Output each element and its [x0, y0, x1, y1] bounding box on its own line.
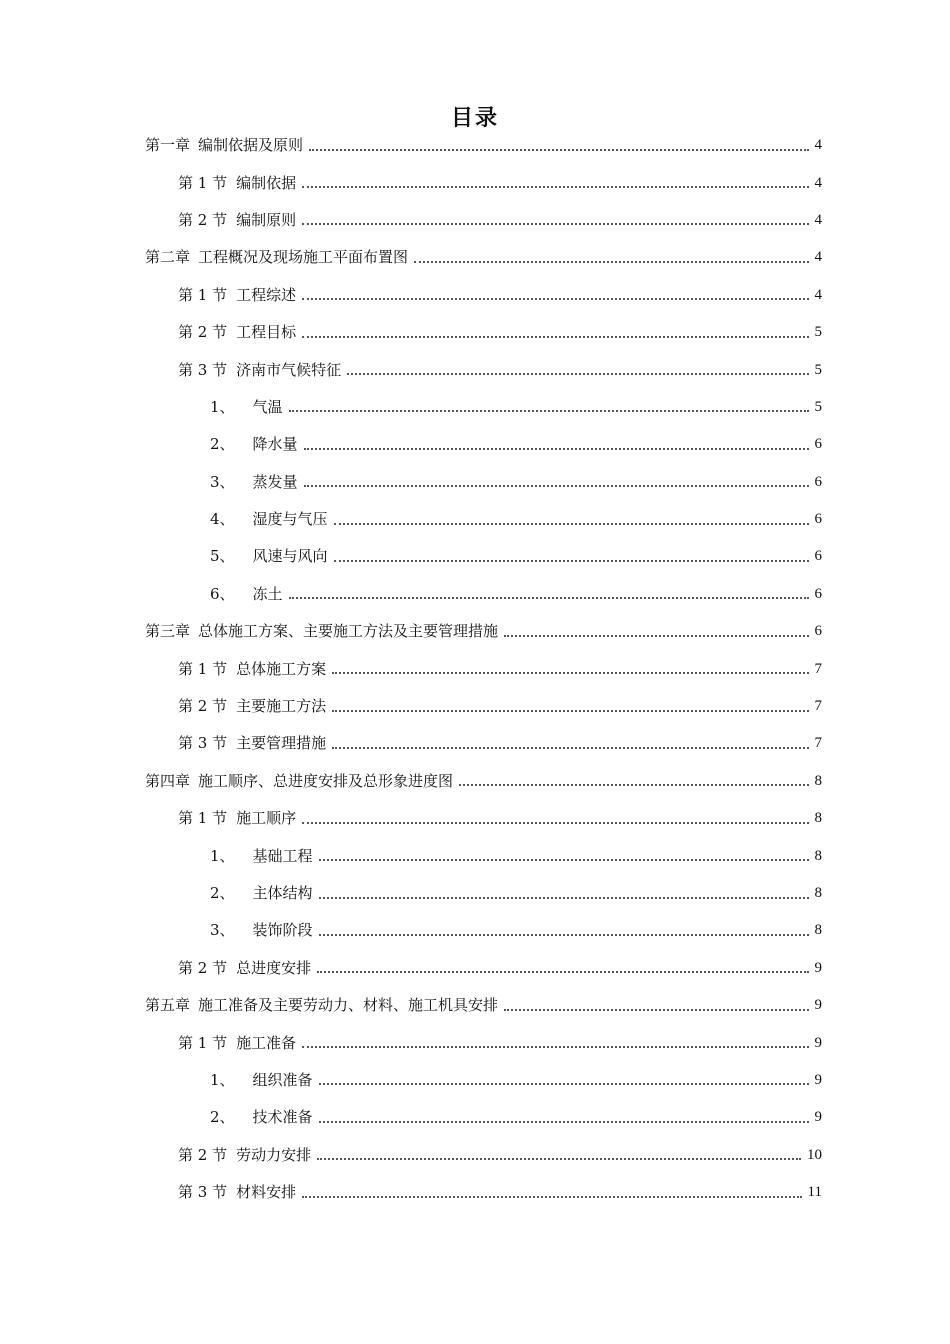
dot-leader	[317, 971, 808, 973]
dot-leader	[289, 597, 809, 599]
toc-section-entry[interactable]	[0, 800, 950, 837]
toc-entry-title: 风速与风向	[252, 547, 328, 566]
toc-page-number: 6	[814, 511, 822, 528]
toc-entry-number: 第 1 节	[178, 809, 228, 828]
toc-entry-number: 3、	[210, 472, 235, 491]
toc-subsection-entry[interactable]	[0, 389, 950, 426]
toc-entry-title: 总体施工方案、主要施工方法及主要管理措施	[198, 622, 499, 641]
toc-entry-number: 5、	[210, 547, 235, 566]
toc-entry-number: 第四章	[145, 771, 191, 790]
toc-subsection-entry[interactable]	[0, 576, 950, 613]
toc-page-number: 8	[814, 772, 822, 789]
toc-subsection-entry[interactable]	[0, 837, 950, 874]
dot-leader	[334, 560, 809, 562]
toc-section-entry[interactable]	[0, 1137, 950, 1174]
toc-entry-number: 第 2 节	[178, 1145, 228, 1164]
toc-section-entry[interactable]	[0, 650, 950, 687]
toc-page-number: 4	[814, 174, 822, 191]
toc-entry-number: 2、	[210, 1108, 235, 1127]
dot-leader	[332, 672, 808, 674]
toc-entry-title: 工程综述	[236, 285, 297, 304]
toc-chapter-entry[interactable]	[0, 613, 950, 650]
toc-entry-number: 第 3 节	[178, 1183, 228, 1202]
toc-page-number: 5	[814, 398, 822, 415]
toc-page-number: 6	[814, 473, 822, 490]
toc-entry-title: 工程目标	[236, 323, 297, 342]
toc-section-entry[interactable]	[0, 351, 950, 388]
toc-chapter-entry[interactable]	[0, 763, 950, 800]
toc-entry-title: 气温	[252, 397, 283, 416]
dot-leader	[304, 448, 809, 450]
toc-entry-title: 编制依据及原则	[198, 136, 304, 155]
table-of-contents	[0, 127, 950, 1211]
toc-page-number: 8	[814, 810, 822, 827]
dot-leader	[504, 1009, 808, 1011]
toc-entry-title: 总体施工方案	[236, 659, 327, 678]
toc-entry-number: 6、	[210, 584, 235, 603]
toc-entry-number: 第二章	[145, 248, 191, 267]
toc-entry-title: 工程概况及现场施工平面布置图	[198, 248, 409, 267]
toc-page-number: 4	[814, 286, 822, 303]
toc-page-number: 9	[814, 997, 822, 1014]
dot-leader	[302, 822, 808, 824]
toc-entry-number: 第五章	[145, 996, 191, 1015]
toc-entry-title: 劳动力安排	[236, 1145, 312, 1164]
toc-subsection-entry[interactable]	[0, 426, 950, 463]
dot-leader	[317, 1158, 801, 1160]
toc-entry-number: 1、	[210, 397, 235, 416]
toc-entry-title: 装饰阶段	[252, 921, 313, 940]
dot-leader	[309, 149, 808, 151]
dot-leader	[319, 1083, 809, 1085]
toc-entry-title: 主要管理措施	[236, 734, 327, 753]
toc-subsection-entry[interactable]	[0, 538, 950, 575]
toc-entry-number: 1、	[210, 846, 235, 865]
toc-entry-title: 冻土	[252, 584, 283, 603]
toc-entry-title: 施工顺序、总进度安排及总形象进度图	[198, 771, 454, 790]
toc-entry-number: 3、	[210, 921, 235, 940]
toc-section-entry[interactable]	[0, 164, 950, 201]
dot-leader	[332, 747, 808, 749]
toc-entry-number: 第 2 节	[178, 958, 228, 977]
toc-subsection-entry[interactable]	[0, 464, 950, 501]
dot-leader	[504, 635, 808, 637]
dot-leader	[302, 336, 808, 338]
toc-page-number: 7	[814, 735, 822, 752]
toc-chapter-entry[interactable]	[0, 127, 950, 164]
toc-entry-title: 技术准备	[252, 1108, 313, 1127]
toc-page-number: 9	[814, 1071, 822, 1088]
toc-page-number: 8	[814, 922, 822, 939]
toc-page-number: 9	[814, 959, 822, 976]
toc-entry-number: 第 3 节	[178, 734, 228, 753]
dot-leader	[319, 897, 809, 899]
toc-entry-title: 材料安排	[236, 1183, 297, 1202]
toc-page-number: 6	[814, 436, 822, 453]
toc-entry-number: 第 2 节	[178, 697, 228, 716]
toc-section-entry[interactable]	[0, 688, 950, 725]
dot-leader	[302, 186, 808, 188]
toc-page-number: 6	[814, 623, 822, 640]
dot-leader	[319, 1121, 809, 1123]
dot-leader	[319, 859, 809, 861]
toc-entry-number: 第 3 节	[178, 360, 228, 379]
toc-entry-title: 降水量	[252, 435, 298, 454]
dot-leader	[332, 710, 808, 712]
toc-entry-number: 第 1 节	[178, 659, 228, 678]
toc-entry-number: 第 1 节	[178, 285, 228, 304]
toc-entry-number: 1、	[210, 1070, 235, 1089]
toc-entry-number: 第三章	[145, 622, 191, 641]
dot-leader	[334, 523, 809, 525]
toc-entry-title: 基础工程	[252, 846, 313, 865]
toc-subsection-entry[interactable]	[0, 875, 950, 912]
toc-page-number: 7	[814, 660, 822, 677]
toc-subsection-entry[interactable]	[0, 501, 950, 538]
toc-entry-title: 编制原则	[236, 210, 297, 229]
toc-section-entry[interactable]	[0, 277, 950, 314]
toc-entry-number: 4、	[210, 510, 235, 529]
toc-page-number: 10	[807, 1146, 822, 1163]
toc-entry-title: 总进度安排	[236, 958, 312, 977]
dot-leader	[302, 223, 808, 225]
toc-entry-number: 2、	[210, 435, 235, 454]
toc-page-number: 11	[807, 1184, 822, 1201]
toc-entry-title: 主要施工方法	[236, 697, 327, 716]
toc-page-number: 9	[814, 1109, 822, 1126]
toc-entry-title: 济南市气候特征	[236, 360, 342, 379]
dot-leader	[459, 784, 808, 786]
toc-entry-title: 组织准备	[252, 1070, 313, 1089]
toc-page-number: 7	[814, 698, 822, 715]
toc-entry-title: 蒸发量	[252, 472, 298, 491]
toc-entry-number: 2、	[210, 884, 235, 902]
dot-leader	[414, 261, 808, 263]
toc-page-number: 4	[814, 137, 822, 154]
toc-entry-number: 第 1 节	[178, 173, 228, 192]
dot-leader	[302, 1196, 801, 1198]
toc-section-entry[interactable]	[0, 725, 950, 762]
toc-entry-number: 第 2 节	[178, 323, 228, 342]
toc-entry-title: 施工准备	[236, 1033, 297, 1052]
toc-section-entry[interactable]	[0, 314, 950, 351]
toc-entry-title: 施工顺序	[236, 809, 297, 828]
page-title: 目录	[450, 104, 499, 131]
toc-section-entry[interactable]	[0, 1174, 950, 1211]
toc-subsection-entry[interactable]	[0, 1062, 950, 1099]
dot-leader	[302, 298, 808, 300]
toc-entry-title: 编制依据	[236, 173, 297, 192]
dot-leader	[319, 934, 809, 936]
toc-entry-title: 施工准备及主要劳动力、材料、施工机具安排	[198, 996, 499, 1015]
toc-page-number: 6	[814, 548, 822, 565]
toc-page-number: 8	[814, 847, 822, 864]
toc-entry-number: 第 2 节	[178, 210, 228, 229]
toc-page-number: 9	[814, 1034, 822, 1051]
toc-subsection-entry[interactable]	[0, 1099, 950, 1136]
toc-chapter-entry[interactable]	[0, 987, 950, 1024]
toc-page-number: 5	[814, 361, 822, 378]
toc-chapter-entry[interactable]	[0, 239, 950, 276]
toc-subsection-entry[interactable]	[0, 912, 950, 949]
toc-entry-number: 第 1 节	[178, 1033, 228, 1052]
toc-entry-title: 主体结构	[252, 884, 313, 902]
toc-page-number: 6	[814, 585, 822, 602]
toc-page-number: 5	[814, 324, 822, 341]
toc-section-entry[interactable]	[0, 1024, 950, 1061]
toc-section-entry[interactable]	[0, 950, 950, 987]
dot-leader	[302, 1046, 808, 1048]
toc-page-number: 4	[814, 211, 822, 228]
toc-page-number: 4	[814, 249, 822, 266]
toc-page-number: 8	[814, 885, 822, 901]
dot-leader	[289, 410, 809, 412]
dot-leader	[347, 373, 808, 375]
toc-entry-title: 湿度与气压	[252, 510, 328, 529]
toc-section-entry[interactable]	[0, 202, 950, 239]
dot-leader	[304, 485, 809, 487]
toc-entry-number: 第一章	[145, 136, 191, 155]
